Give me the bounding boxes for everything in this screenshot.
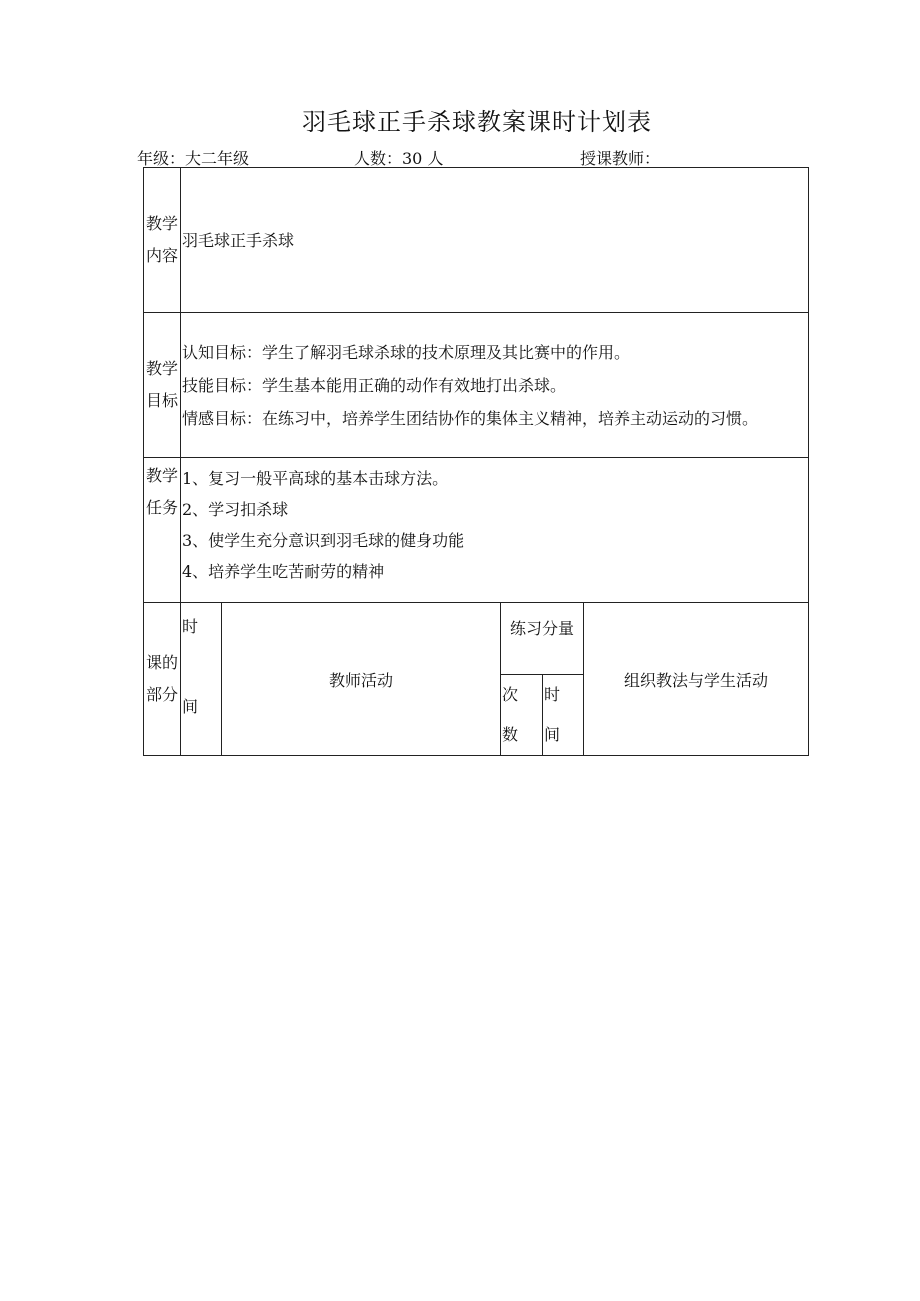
teaching-content-label-line1: 教学 xyxy=(145,214,178,233)
teaching-tasks-label-line1: 教学 xyxy=(145,466,178,485)
organization-text: 组织教法与学生活动 xyxy=(624,670,769,690)
teaching-goals-label-line1: 教学 xyxy=(145,359,178,378)
times-line1: 次 xyxy=(502,685,519,704)
teacher-activity-text: 教师活动 xyxy=(328,670,393,690)
teaching-goals-row xyxy=(144,313,809,458)
time-header-line1: 时 xyxy=(182,617,199,636)
affective-goal: 情感目标：在练习中，培养学生团结协作的集体主义精神，培养主动运动的习惯。 xyxy=(182,408,759,428)
page-title: 羽毛球正手杀球教案课时计划表 xyxy=(302,108,652,136)
grade-field: 年级：大二年级 xyxy=(137,149,250,168)
teaching-tasks-label xyxy=(144,458,181,603)
task-item: 4、培养学生吃苦耐劳的精神 xyxy=(182,562,385,581)
practice-amount-header xyxy=(501,603,584,675)
task-item: 3、使学生充分意识到羽毛球的健身功能 xyxy=(182,531,465,550)
teaching-goals-label-line2: 目标 xyxy=(145,391,178,410)
teaching-tasks-label-line2: 任务 xyxy=(145,498,178,517)
lesson-part-label-line2: 部分 xyxy=(145,685,178,704)
task-item: 1、复习一般平高球的基本击球方法。 xyxy=(182,469,449,488)
times-line2: 数 xyxy=(502,725,519,744)
lesson-plan-table-container xyxy=(143,167,808,752)
task-item: 2、学习扣杀球 xyxy=(182,500,289,519)
cognitive-goal: 认知目标：学生了解羽毛球杀球的技术原理及其比赛中的作用。 xyxy=(182,342,631,362)
teaching-content-row xyxy=(144,168,809,313)
skill-goal: 技能目标：学生基本能用正确的动作有效地打出杀球。 xyxy=(182,375,567,395)
times-subheader xyxy=(501,675,543,756)
teaching-tasks-cell xyxy=(181,458,809,603)
teaching-content-cell xyxy=(181,168,809,313)
time-header-line2: 间 xyxy=(182,697,199,716)
teaching-goals-cell xyxy=(181,313,809,458)
practice-amount-text: 练习分量 xyxy=(509,619,574,638)
teaching-goals-label xyxy=(144,313,181,458)
lesson-part-label xyxy=(144,603,181,756)
time-header xyxy=(181,603,222,756)
duration-subheader xyxy=(543,675,584,756)
lesson-part-label-line1: 课的 xyxy=(145,653,178,672)
teacher-field: 授课教师： xyxy=(580,149,661,168)
student-count-field: 人数：30 人 xyxy=(354,149,444,168)
teaching-tasks-row xyxy=(144,458,809,603)
teaching-content-text: 羽毛球正手杀球 xyxy=(182,230,295,250)
duration-line1: 时 xyxy=(544,685,561,704)
teaching-content-label xyxy=(144,168,181,313)
lesson-plan-table xyxy=(143,167,809,756)
organization-header xyxy=(584,603,809,756)
duration-line2: 间 xyxy=(544,725,561,744)
teaching-content-label-line2: 内容 xyxy=(145,246,178,265)
lesson-parts-header-row xyxy=(144,603,809,675)
teacher-activity-header xyxy=(222,603,501,756)
